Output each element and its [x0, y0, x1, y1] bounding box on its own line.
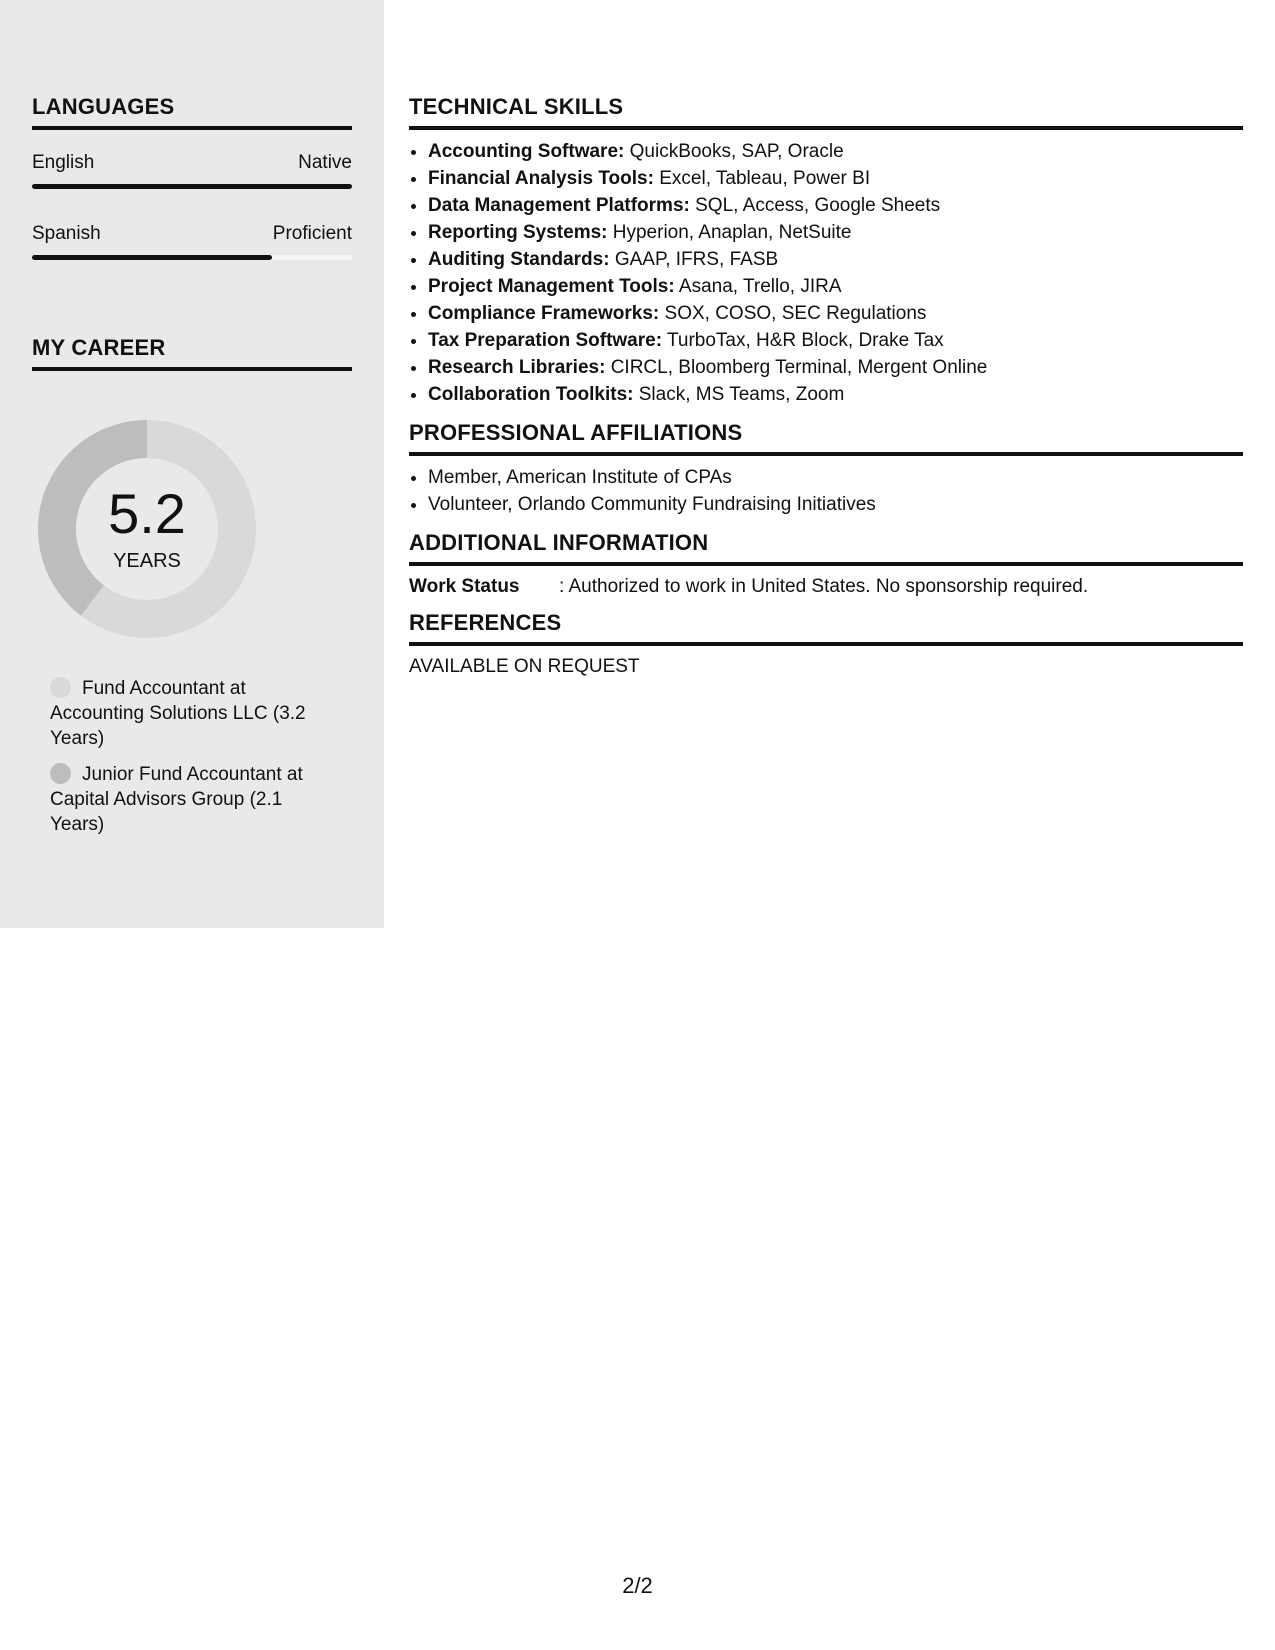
main-content: [409, 94, 1243, 690]
career-item-label: Junior Fund Accountant at Capital Advisors Group (2.1 Years): [50, 764, 303, 835]
affiliation-item: • Member, American Institute of CPAs: [428, 464, 1243, 491]
career-item-label: Fund Accountant at Accounting Solutions LLC (3.2 Years): [50, 678, 306, 749]
skill-value: QuickBooks, SAP, Oracle: [624, 141, 844, 162]
legend-dot: [50, 763, 71, 784]
career-heading: MY CAREER: [32, 335, 352, 371]
career-donut-chart: [34, 416, 260, 642]
work-status-value: : Authorized to work in United States. No sponsorship required.: [559, 576, 1089, 597]
skill-value: Asana, Trello, JIRA: [674, 276, 842, 297]
skill-item: [428, 327, 1243, 354]
language-bar-fill: [32, 255, 272, 260]
skill-label: Research Libraries:: [428, 357, 606, 378]
language-row-english: [32, 152, 352, 174]
sidebar: [0, 0, 384, 928]
career-total-unit: YEARS: [113, 550, 181, 572]
skill-label: Financial Analysis Tools:: [428, 168, 654, 189]
career-item: [50, 676, 320, 751]
donut-center: [34, 416, 260, 642]
skill-label: Project Management Tools:: [428, 276, 675, 297]
career-section: [32, 335, 352, 371]
skill-value: SQL, Access, Google Sheets: [689, 195, 941, 216]
skill-value: GAAP, IFRS, FASB: [609, 249, 779, 270]
technical-skills-heading: TECHNICAL SKILLS: [409, 94, 1243, 130]
career-item: [50, 762, 320, 837]
references-text: AVAILABLE ON REQUEST: [409, 656, 640, 677]
skill-label: Data Management Platforms:: [428, 195, 690, 216]
work-status-label: Work Status: [409, 576, 520, 597]
languages-heading: LANGUAGES: [32, 94, 352, 130]
technical-skills-list: [409, 138, 1243, 408]
skill-label: Auditing Standards:: [428, 249, 610, 270]
affiliations-list: [409, 464, 1243, 518]
work-status-row: [409, 576, 1243, 598]
skill-label: Accounting Software:: [428, 141, 625, 162]
skill-item: [428, 354, 1243, 381]
career-total-years: 5.2: [108, 482, 186, 545]
affiliations-heading: PROFESSIONAL AFFILIATIONS: [409, 420, 1243, 456]
technical-skills-section: [409, 94, 1243, 408]
career-legend: [50, 676, 320, 848]
skill-label: Compliance Frameworks:: [428, 303, 660, 324]
skill-item: [428, 138, 1243, 165]
page-number: 2/2: [622, 1573, 653, 1598]
language-row-spanish: [32, 223, 352, 245]
additional-info-section: [409, 530, 1243, 598]
skill-item: [428, 192, 1243, 219]
skill-label: Tax Preparation Software:: [428, 330, 663, 351]
skill-item: [428, 381, 1243, 408]
skill-item: [428, 273, 1243, 300]
skill-item: [428, 165, 1243, 192]
affiliations-section: [409, 420, 1243, 518]
language-bar: [32, 184, 352, 189]
legend-dot: [50, 677, 71, 698]
language-name: English: [32, 152, 95, 173]
language-name: Spanish: [32, 223, 101, 244]
additional-info-heading: ADDITIONAL INFORMATION: [409, 530, 1243, 566]
skill-value: Excel, Tableau, Power BI: [653, 168, 871, 189]
skill-item: [428, 219, 1243, 246]
skill-value: Hyperion, Anaplan, NetSuite: [607, 222, 852, 243]
skill-label: Reporting Systems:: [428, 222, 608, 243]
skill-item: [428, 300, 1243, 327]
skill-value: Slack, MS Teams, Zoom: [633, 384, 845, 405]
skill-value: SOX, COSO, SEC Regulations: [659, 303, 927, 324]
language-bar: [32, 255, 352, 260]
affiliation-item: • Volunteer, Orlando Community Fundraising Initiatives: [428, 491, 1243, 518]
languages-section: [32, 94, 352, 260]
skill-label: Collaboration Toolkits:: [428, 384, 634, 405]
references-heading: REFERENCES: [409, 610, 1243, 646]
language-bar-fill: [32, 184, 352, 189]
references-section: [409, 610, 1243, 678]
skill-value: TurboTax, H&R Block, Drake Tax: [662, 330, 944, 351]
skill-item: [428, 246, 1243, 273]
language-level: Proficient: [272, 223, 352, 244]
skill-value: CIRCL, Bloomberg Terminal, Mergent Online: [605, 357, 988, 378]
language-level: Native: [298, 152, 352, 173]
